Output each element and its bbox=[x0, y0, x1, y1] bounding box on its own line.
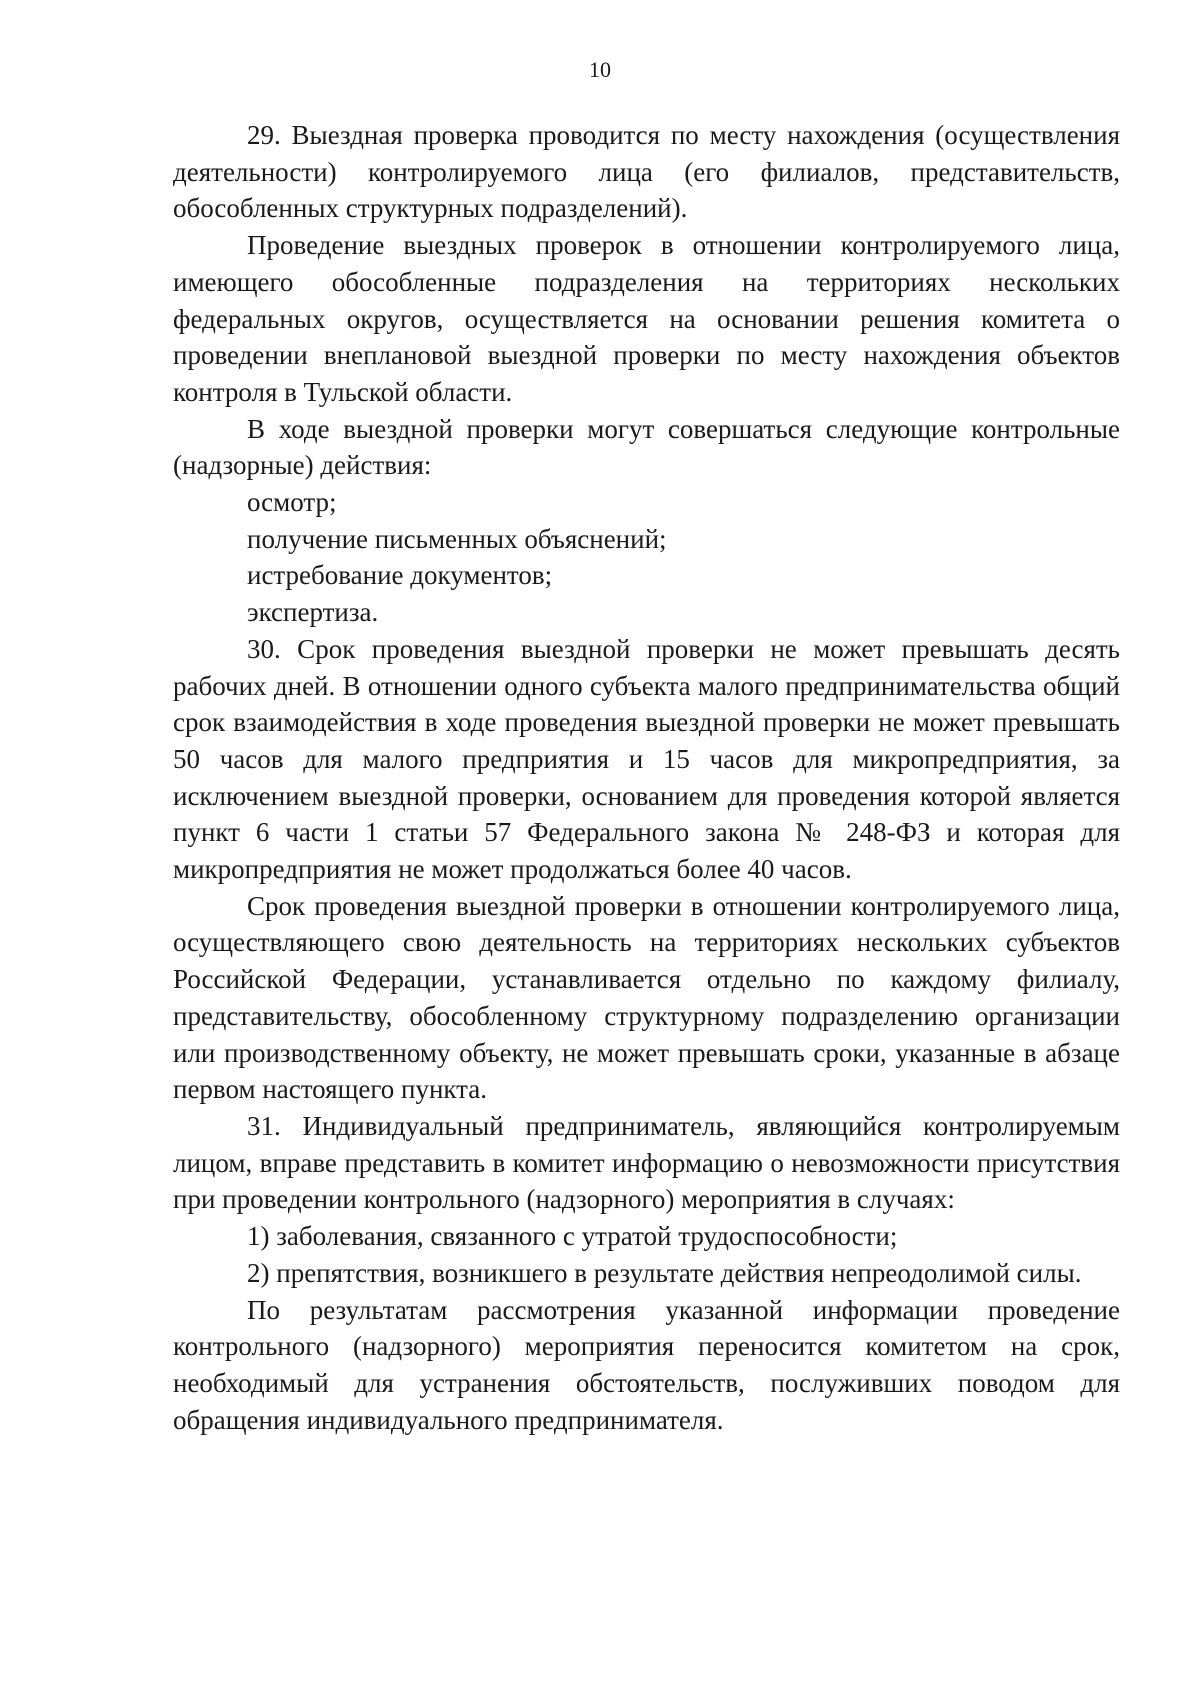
list-item-force-majeure: 2) препятствия, возникшего в результате действия непреодолимой силы. bbox=[247, 1257, 1082, 1288]
paragraph-30: 30. Срок проведения выездной проверки не может превышать десять рабочих дней. В отношении одного субъекта малого предпринимательства общий срок взаимодействия в ходе проведения выездной проверки не может превышать 50 часов для малого предприятия и 15 часов для микропредприятия, за исключением выездной проверки, основанием для проведения которой является пункт 6 части 1 статьи 57 Федерального закона № 248-ФЗ и которая для микропредприятия не может продолжаться более 40 часов. bbox=[173, 633, 1120, 885]
paragraph-postponement: По результатам рассмотрения указанной информации проведение контрольного (надзорного) мероприятия переносится комитетом на срок, необходимый для устранения обстоятельств, послуживших поводом для обращения индивидуального предпринимателя. bbox=[173, 1294, 1120, 1435]
list-item-document-request: истребование документов; bbox=[247, 560, 553, 591]
paragraph-31: 31. Индивидуальный предприниматель, являющийся контролируемым лицом, вправе представить в комитет информацию о невозможности присутствия при проведении контрольного (надзорного) мероприятия в случаях: bbox=[173, 1110, 1120, 1215]
list-item-expertise: экспертиза. bbox=[247, 597, 379, 628]
list-item-illness: 1) заболевания, связанного с утратой трудоспособности; bbox=[247, 1221, 898, 1252]
list-item-written-explanations: получение письменных объяснений; bbox=[247, 523, 667, 554]
paragraph-control-actions-intro: В ходе выездной проверки могут совершаться следующие контрольные (надзорные) действия: bbox=[173, 413, 1120, 481]
page-number: 10 bbox=[589, 57, 611, 82]
paragraph-multi-region-term: Срок проведения выездной проверки в отношении контролируемого лица, осуществляющего свою деятельность на территориях нескольких субъектов Российской Федерации, устанавливается отдельно по каждому филиалу, представительству, обособленному структурному подразделению организации или производственному объекту, не может превышать сроки, указанные в абзаце первом настоящего пункта. bbox=[173, 890, 1120, 1105]
paragraph-29: 29. Выездная проверка проводится по месту нахождения (осуществления деятельности) контролируемого лица (его филиалов, представительств, обособленных структурных подразделений). bbox=[173, 120, 1120, 224]
list-item-inspection: осмотр; bbox=[247, 487, 337, 518]
document-body bbox=[173, 117, 1120, 1438]
paragraph-regional-offices: Проведение выездных проверок в отношении контролируемого лица, имеющего обособленные подразделения на территориях нескольких федеральных округов, осуществляется на основании решения комитета о проведении внеплановой выездной проверки по месту нахождения объектов контроля в Тульской области. bbox=[173, 230, 1120, 407]
